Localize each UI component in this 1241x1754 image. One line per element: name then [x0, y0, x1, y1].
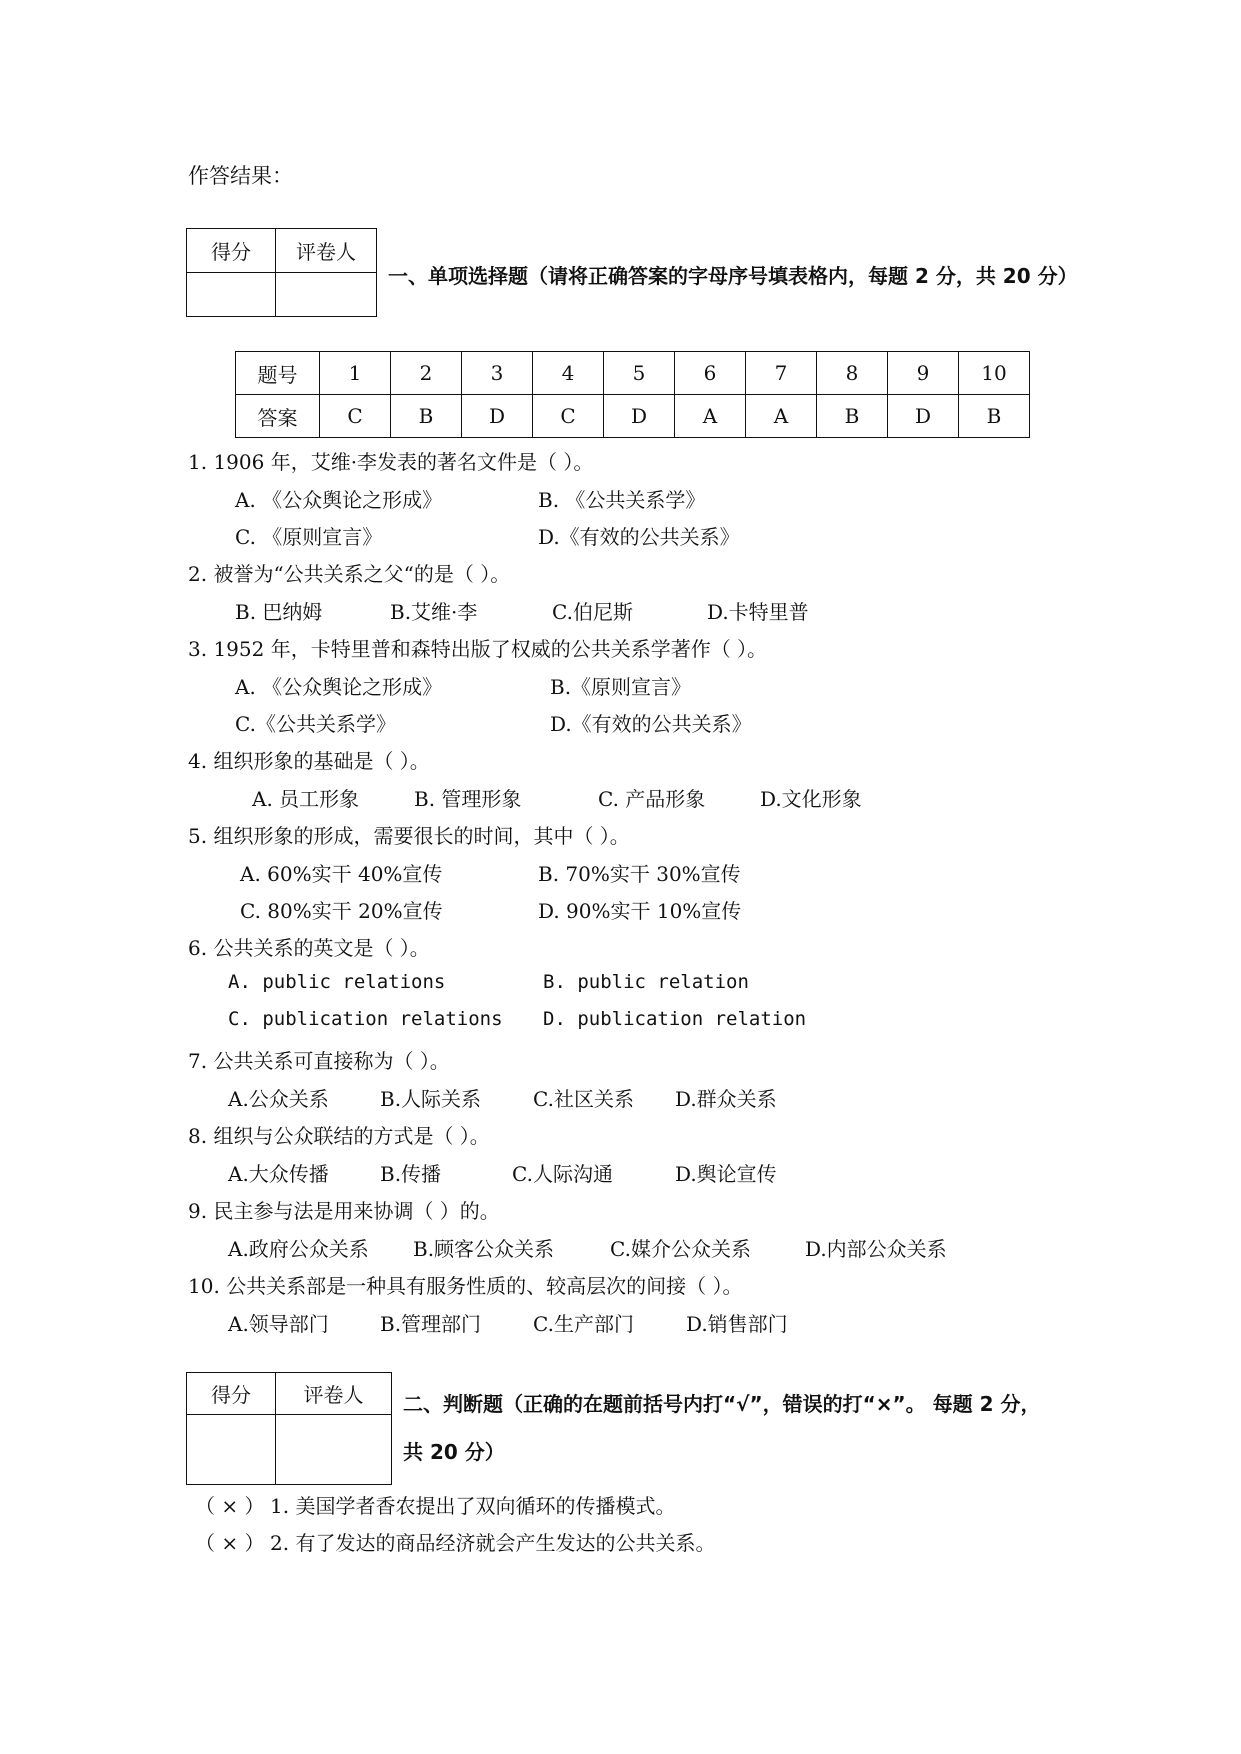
answer-cell[interactable]: B	[391, 395, 462, 438]
score-cell[interactable]	[187, 273, 276, 317]
option-1b: B. 《公共关系学》	[538, 488, 706, 512]
option-9c: C.媒介公众关系	[610, 1237, 751, 1261]
option-5c: C. 80%实干 20%宣传	[240, 899, 443, 923]
option-2c: C.伯尼斯	[552, 600, 633, 624]
judge-item-1: 1. 美国学者香农提出了双向循环的传播模式。	[270, 1494, 676, 1518]
judge-mark[interactable]: （ × ）	[195, 1494, 265, 1518]
question-number: 10	[959, 352, 1030, 395]
answer-cell[interactable]: B	[817, 395, 888, 438]
question-2: 2. 被誉为“公共关系之父“的是（ ）。	[188, 562, 511, 586]
answer-cell[interactable]: D	[888, 395, 959, 438]
answer-table-answer-label: 答案	[236, 395, 320, 438]
grader-label: 评卷人	[276, 229, 377, 273]
question-number: 6	[675, 352, 746, 395]
option-4b: B. 管理形象	[414, 787, 522, 811]
option-10b: B.管理部门	[380, 1312, 482, 1336]
section1-title: 一、单项选择题（请将正确答案的字母序号填表格内，每题 2 分，共 20 分）	[388, 264, 1078, 288]
option-8d: D.舆论宣传	[675, 1162, 777, 1186]
answer-cell[interactable]: C	[320, 395, 391, 438]
option-7c: C.社区关系	[533, 1087, 634, 1111]
option-9b: B.顾客公众关系	[413, 1237, 555, 1261]
answer-cell[interactable]: B	[959, 395, 1030, 438]
grader-cell[interactable]	[276, 273, 377, 317]
answer-cell[interactable]: D	[462, 395, 533, 438]
answer-table-header-label: 题号	[236, 352, 320, 395]
section2-title-cont: 共 20 分）	[403, 1440, 505, 1464]
option-8c: C.人际沟通	[512, 1162, 613, 1186]
score-cell[interactable]	[187, 1415, 276, 1485]
question-9: 9. 民主参与法是用来协调（ ）的。	[188, 1199, 500, 1223]
option-7a: A.公众关系	[228, 1087, 329, 1111]
score-box-1	[186, 228, 377, 317]
question-3: 3. 1952 年，卡特里普和森特出版了权威的公共关系学著作（ ）。	[188, 637, 768, 661]
option-3a: A. 《公众舆论之形成》	[235, 675, 443, 699]
option-1c: C. 《原则宣言》	[235, 525, 383, 549]
grader-cell[interactable]	[276, 1415, 392, 1485]
option-6b: B. public relation	[543, 971, 749, 993]
option-8b: B.传播	[380, 1162, 442, 1186]
question-6: 6. 公共关系的英文是（ ）。	[188, 936, 430, 960]
judge-mark[interactable]: （ × ）	[195, 1531, 265, 1555]
score-box-2	[186, 1372, 392, 1485]
question-5: 5. 组织形象的形成，需要很长的时间，其中（ ）。	[188, 824, 630, 848]
score-label: 得分	[187, 229, 276, 273]
question-number: 2	[391, 352, 462, 395]
option-4d: D.文化形象	[760, 787, 862, 811]
option-8a: A.大众传播	[228, 1162, 329, 1186]
page-heading: 作答结果：	[188, 164, 293, 188]
option-9a: A.政府公众关系	[228, 1237, 369, 1261]
option-3d: D.《有效的公共关系》	[550, 712, 752, 736]
judge-item-2: 2. 有了发达的商品经济就会产生发达的公共关系。	[270, 1531, 716, 1555]
question-10: 10. 公共关系部是一种具有服务性质的、较高层次的间接（ ）。	[188, 1274, 743, 1298]
option-7d: D.群众关系	[675, 1087, 777, 1111]
question-number: 5	[604, 352, 675, 395]
question-1: 1. 1906 年，艾维·李发表的著名文件是（ ）。	[188, 450, 594, 474]
option-3c: C.《公共关系学》	[235, 712, 396, 736]
score-label: 得分	[187, 1373, 276, 1415]
option-2d: D.卡特里普	[707, 600, 809, 624]
option-4c: C. 产品形象	[598, 787, 706, 811]
option-1a: A. 《公众舆论之形成》	[235, 488, 443, 512]
question-7: 7. 公共关系可直接称为（ ）。	[188, 1049, 450, 1073]
option-2a: B. 巴纳姆	[235, 600, 323, 624]
option-6c: C. publication relations	[228, 1008, 503, 1030]
option-4a: A. 员工形象	[252, 787, 360, 811]
option-5d: D. 90%实干 10%宣传	[538, 899, 742, 923]
option-5b: B. 70%实干 30%宣传	[538, 862, 741, 886]
question-number: 7	[746, 352, 817, 395]
option-3b: B.《原则宣言》	[550, 675, 692, 699]
option-1d: D.《有效的公共关系》	[538, 525, 740, 549]
option-10c: C.生产部门	[533, 1312, 634, 1336]
question-4: 4. 组织形象的基础是（ ）。	[188, 749, 430, 773]
option-10d: D.销售部门	[686, 1312, 788, 1336]
answer-cell[interactable]: D	[604, 395, 675, 438]
answer-cell[interactable]: C	[533, 395, 604, 438]
answer-cell[interactable]: A	[675, 395, 746, 438]
question-number: 9	[888, 352, 959, 395]
question-number: 3	[462, 352, 533, 395]
grader-label: 评卷人	[276, 1373, 392, 1415]
option-6d: D. publication relation	[543, 1008, 807, 1030]
option-6a: A. public relations	[228, 971, 446, 993]
question-number: 8	[817, 352, 888, 395]
option-2b: B.艾维·李	[390, 600, 478, 624]
option-10a: A.领导部门	[228, 1312, 329, 1336]
option-7b: B.人际关系	[380, 1087, 482, 1111]
answer-table	[235, 351, 1030, 438]
answer-cell[interactable]: A	[746, 395, 817, 438]
question-number: 4	[533, 352, 604, 395]
section2-title: 二、判断题（正确的在题前括号内打“√”，错误的打“×”。 每题 2 分，	[403, 1392, 1041, 1416]
option-9d: D.内部公众关系	[805, 1237, 947, 1261]
question-8: 8. 组织与公众联结的方式是（ ）。	[188, 1124, 490, 1148]
option-5a: A. 60%实干 40%宣传	[240, 862, 443, 886]
question-number: 1	[320, 352, 391, 395]
